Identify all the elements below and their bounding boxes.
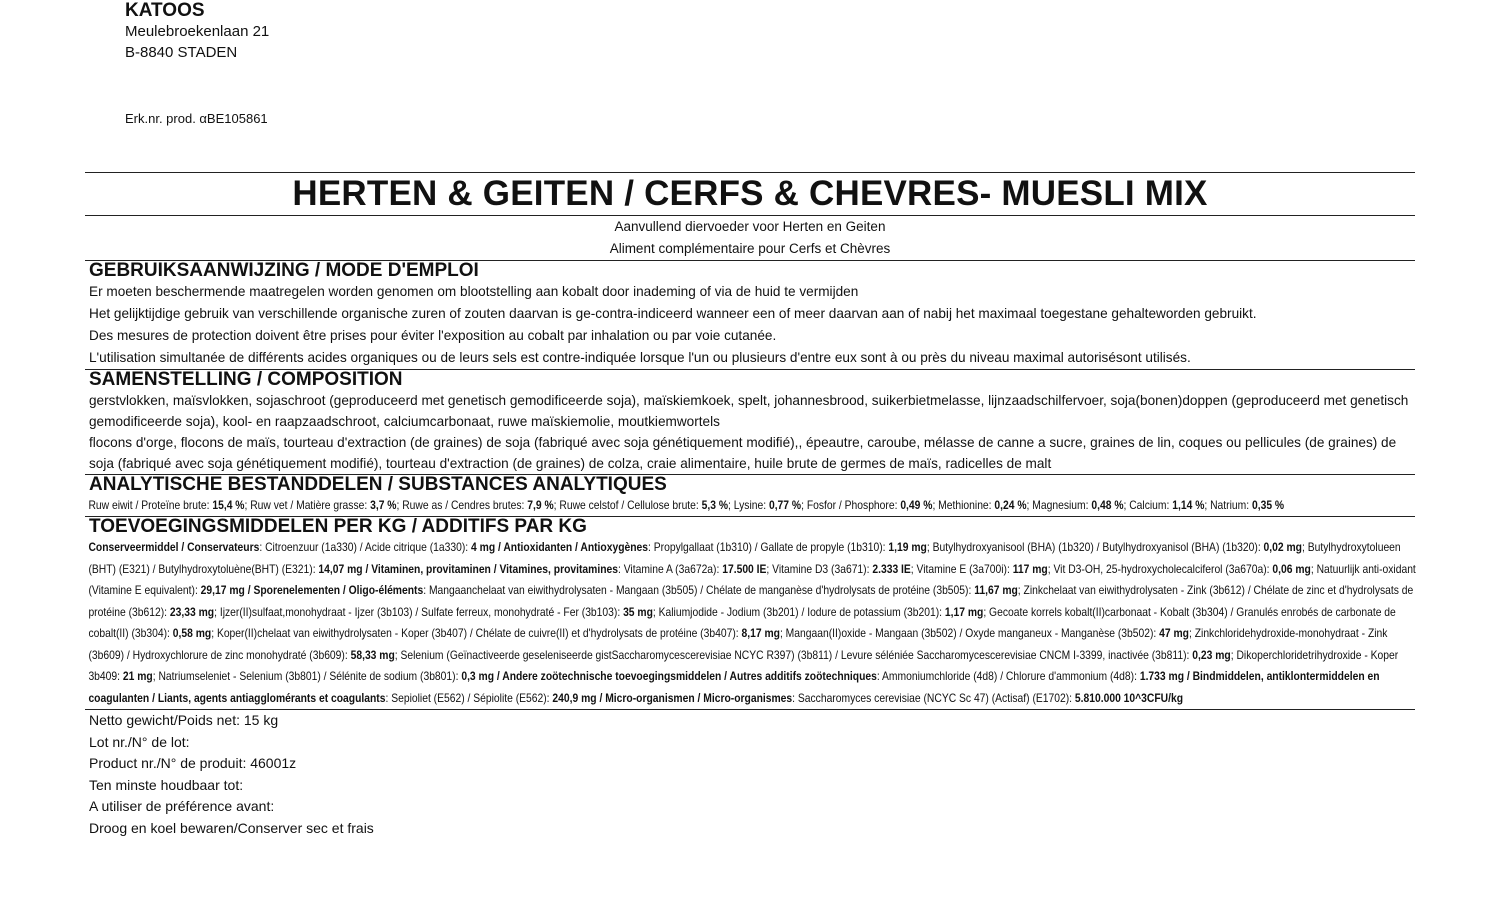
additive-value: 29,17 mg / Sporenelementen / Oligo-éléments xyxy=(200,583,424,597)
analytical-value: 0,77 % xyxy=(768,498,802,512)
analytical-label: ; Magnesium: xyxy=(1026,498,1092,512)
additive-value: 5.810.000 10^3CFU/kg xyxy=(1074,690,1184,705)
usage-heading: GEBRUIKSAANWIJZING / MODE D'EMPLOI xyxy=(89,260,479,281)
additive-text: ; Vit D3-OH, 25-hydroxycholecalciferol (3a670a): xyxy=(1047,561,1273,576)
additive-text: ; Ijzer(II)sulfaat,monohydraat - Ijzer (3b103) / Sulfate ferreux, monohydraté - Fer (3b103): xyxy=(214,604,624,619)
analytical-label: ; Ruw vet / Matière grasse: xyxy=(244,498,371,512)
product-title: HERTEN & GEITEN / CERFS & CHEVRES- MUESLI MIX xyxy=(292,174,1208,213)
additive-value: 1,17 mg xyxy=(944,604,984,619)
best-before-nl: Ten minste houdbaar tot: xyxy=(89,776,244,793)
additive-text: ; Koper(II)chelaat van eiwithydrolysaten - Koper (3b407) / Chélate de cuivre(II) et d'hydrolysats de protéine (3b407): xyxy=(211,626,742,640)
additive-text: ; Natuurlijk anti-oxidant (Vitamine E equivalent): xyxy=(88,561,1416,597)
additives-list xyxy=(85,537,1417,709)
additive-value: 0,06 mg xyxy=(1272,561,1311,576)
additive-text: ; Gecoate korrels kobalt(II)carbonaat - Kobalt (3b304) / Granulés enrobés de carbonate de cobalt(II) (3b304): xyxy=(88,604,1396,640)
net-weight: Netto gewicht/Poids net: 15 kg xyxy=(89,712,279,728)
analytical-label: ; Lysine: xyxy=(728,498,769,512)
subtitle-nl: Aanvullend diervoeder voor Herten en Geiten xyxy=(614,219,886,234)
analytical-label: ; Calcium: xyxy=(1123,498,1173,512)
additive-value: 8,17 mg xyxy=(741,626,780,640)
company-block xyxy=(125,0,269,63)
composition-nl: gerstvlokken, maïsvlokken, sojaschroot (geproduceerd met genetisch gemodificeerde soja), maïskiemkoek, spelt, johannesbrood, suikerbietmelasse, lijnzaadschilfervoer, soja(bonen)doppen (geproduceerd met genetisch gemodificeerde soja), kool- en raapzaadschroot, calciumcarbonaat, ruwe maïskiemolie, moutkiemwortels xyxy=(89,393,1409,429)
analytical-label: ; Ruwe as / Cendres brutes: xyxy=(396,498,528,512)
additive-value: 23,33 mg xyxy=(169,604,215,619)
additive-value: 4 mg / Antioxidanten / Antioxygènes xyxy=(471,540,649,554)
composition-heading: SAMENSTELLING / COMPOSITION xyxy=(89,369,403,390)
company-city: B-8840 STADEN xyxy=(125,44,238,61)
additive-text: ; Butylhydroxyanisool (BHA) (1b320) / Butylhydroxyanisol (BHA) (1b320): xyxy=(926,540,1264,554)
analytical-label: ; Natrium: xyxy=(1204,498,1252,512)
additive-value: Conserveermiddel / Conservateurs xyxy=(88,540,260,554)
additive-value: 0,3 mg / Andere zoötechnische toevoegingsmiddelen / Autres additifs zoötechniques xyxy=(461,669,877,683)
additive-text: : Mangaanchelaat van eiwithydrolysaten - Mangaan (3b505) / Chélate de manganèse d'hydrolysats de protéine (3b505): xyxy=(423,583,975,597)
additive-value: 17.500 IE xyxy=(722,561,767,576)
composition-fr: flocons d'orge, flocons de maïs, tourteau d'extraction (de graines) de soja (fabriqué avec soja génétiquement modifié),, épeautre, caroube, mélasse de canne a sucre, graines de lin, coques ou pellicules (de graines) de soja (fabriqué avec soja génétiquement modifié), tourteau d'extraction (de graines) de colza, craie alimentaire, huile brute de germes de maïs, radicelles de malt xyxy=(89,435,1397,471)
additive-value: 240,9 mg / Micro-organismen / Micro-organismes xyxy=(552,690,793,705)
additive-text: : Propylgallaat (1b310) / Gallate de propyle (1b310): xyxy=(648,540,889,554)
analytical-components xyxy=(85,495,1417,516)
additive-text: ; Zinkchloridehydroxide-monohydraat - Zink (3b609) / Hydroxychlorure de zinc monohydraté (3b609): xyxy=(88,626,1388,662)
additive-text: ; Natriumseleniet - Selenium (3b801) / Sélénite de sodium (3b801): xyxy=(152,669,462,683)
additive-text: ; Vitamine E (3a700i): xyxy=(910,561,1013,576)
additive-value: 0,58 mg xyxy=(172,626,212,640)
usage-line: Er moeten beschermende maatregelen worden genomen om blootstelling aan kobalt door inademing of via de huid te vermijden xyxy=(89,284,859,299)
additives-heading: TOEVOEGINGSMIDDELEN PER KG / ADDITIFS PAR KG xyxy=(89,516,587,537)
analytical-value: 3,7 % xyxy=(370,498,397,512)
best-before-fr: A utiliser de préférence avant: xyxy=(89,798,275,814)
registration-number: Erk.nr. prod. αBE105861 xyxy=(125,111,268,126)
usage-line: Des mesures de protection doivent être prises pour éviter l'exposition au cobalt par inhalation ou par voie cutanée. xyxy=(89,328,777,343)
additive-value: 58,33 mg xyxy=(350,647,395,662)
subtitle-fr: Aliment complémentaire pour Cerfs et Chèvres xyxy=(609,241,891,256)
analytical-value: 7,9 % xyxy=(527,498,554,512)
analytical-heading: ANALYTISCHE BESTANDDELEN / SUBSTANCES ANALYTIQUES xyxy=(89,474,667,495)
additive-text: ; Vitamine D3 (3a671): xyxy=(766,561,873,576)
product-label xyxy=(85,172,1415,839)
product-number: Product nr./N° de produit: 46001z xyxy=(89,755,297,771)
analytical-label: ; Fosfor / Phosphore: xyxy=(801,498,901,512)
additive-value: 14,07 mg / Vitaminen, provitaminen / Vitamines, provitamines xyxy=(318,561,618,576)
additive-text: ; Mangaan(II)oxide - Mangaan (3b502) / Oxyde manganeux - Manganèse (3b502): xyxy=(779,626,1160,640)
analytical-label: ; Methionine: xyxy=(932,498,995,512)
lot-number: Lot nr./N° de lot: xyxy=(89,733,190,750)
additive-text: : Sepioliet (E562) / Sépiolite (E562): xyxy=(385,690,553,705)
additive-value: 2.333 IE xyxy=(872,561,911,576)
additive-text: : Ammoniumchloride (4d8) / Chlorure d'ammonium (4d8): xyxy=(876,669,1140,683)
analytical-value: 0,48 % xyxy=(1091,498,1124,512)
additive-text: ; Zinkchelaat van eiwithydrolysaten - Zink (3b612) / Chélate de zinc et d'hydrolysats de protéine (3b612): xyxy=(88,583,1414,619)
analytical-label: ; Ruwe celstof / Cellulose brute: xyxy=(553,498,702,512)
analytical-value: 1,14 % xyxy=(1172,498,1205,512)
additive-value: 47 mg xyxy=(1159,626,1189,640)
additive-text: : Vitamine A (3a672a): xyxy=(617,561,723,576)
additive-value: 35 mg xyxy=(623,604,653,619)
additive-value: 21 mg xyxy=(122,669,153,683)
additive-text: ; Kaliumjodide - Jodium (3b201) / Iodure de potassium (3b201): xyxy=(652,604,945,619)
additive-value: 0,23 mg xyxy=(1192,647,1231,662)
additive-text: ; Butylhydroxytolueen (BHT) (E321) / Butylhydroxytoluène(BHT) (E321): xyxy=(88,540,1401,576)
additive-text: : Saccharomyces cerevisiae (NCYC Sc 47) (Actisaf) (E1702): xyxy=(792,690,1075,705)
analytical-value: 15,4 % xyxy=(212,498,245,512)
usage-line: L'utilisation simultanée de différents acides organiques ou de leurs sels est contre-indiquée lorsque l'un ou plusieurs d'entre eux sont à ou près du niveau maximal autorisésont utilisés. xyxy=(89,350,1191,365)
company-name: KATOOS xyxy=(125,0,205,21)
analytical-value: 0,24 % xyxy=(994,498,1027,512)
additive-text: ; Selenium (Geïnactiveerde geseleniseerde gistSaccharomycescerevisiae NCYC R397) (3b811) / Levure séléniée Saccharomycescerevisiae CNCM I-3399, inactivée (3b811): xyxy=(394,647,1193,662)
additive-value: 1,19 mg xyxy=(888,540,927,554)
analytical-label: Ruw eiwit / Proteïne brute: xyxy=(88,498,213,512)
analytical-value: 5,3 % xyxy=(701,498,729,512)
additive-value: 0,02 mg xyxy=(1263,540,1302,554)
analytical-value: 0,35 % xyxy=(1251,498,1285,512)
additive-value: 11,67 mg xyxy=(974,583,1018,597)
usage-line: Het gelijktijdige gebruik van verschillende organische zuren of zouten daarvan is ge-contra-indiceerd wanneer een of meer daarvan aan of nabij het maximaal toegestane gehalteworden gebruikt. xyxy=(89,306,1257,321)
analytical-value: 0,49 % xyxy=(900,498,933,512)
additive-text: : Citroenzuur (1a330) / Acide citrique (1a330): xyxy=(259,540,472,554)
additive-value: 117 mg xyxy=(1012,561,1048,576)
storage-instructions: Droog en koel bewaren/Conserver sec et frais xyxy=(89,819,374,836)
additive-text: ; Dikoperchloridetrihydroxide - Koper 3b409: xyxy=(88,647,1399,683)
additive-value: 1.733 mg / Bindmiddelen, antiklontermiddelen en coagulanten / Liants, agents antiagglomérants et coagulants xyxy=(88,669,1380,705)
company-street: Meulebroekenlaan 21 xyxy=(125,23,270,40)
